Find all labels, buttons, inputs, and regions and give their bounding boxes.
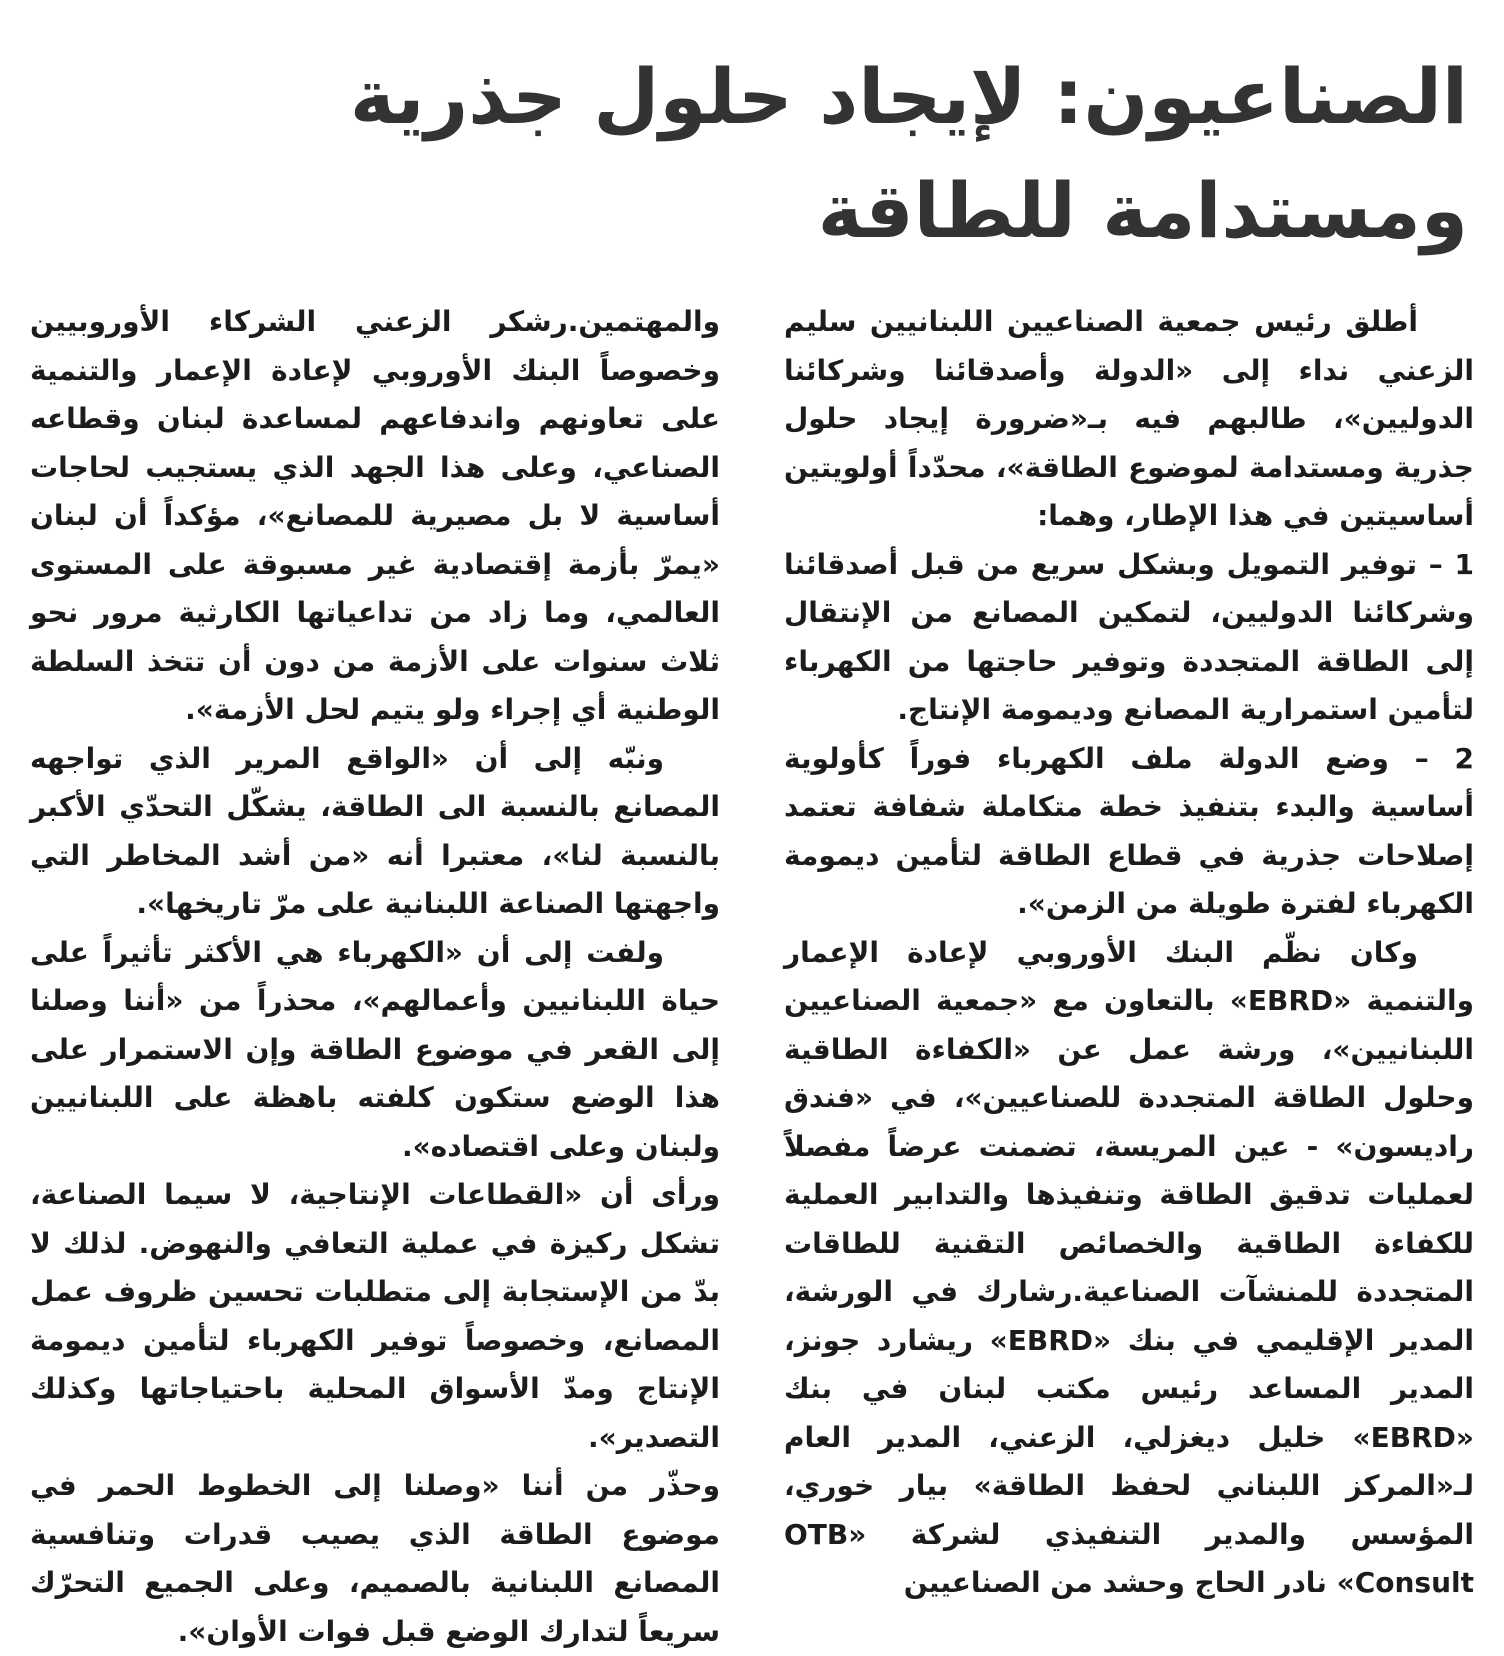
- paragraph: ونبّه إلى أن «الواقع المرير الذي تواجهه المصانع بالنسبة الى الطاقة، يشكّل التحدّي الأكبر بالنسبة لنا»، معتبرا أنه «من أشد المخاطر التي واجهتها الصناعة اللبنانية على مرّ تاريخها».: [30, 741, 720, 920]
- paragraph: والمهتمين.رشكر الزعني الشركاء الأوروبيين وخصوصاً البنك الأوروبي لإعادة الإعمار والتنمية على تعاونهم واندفاعهم لمساعدة لبنان وقطاعه الصناعي، وعلى هذا الجهد الذي يستجيب لحاجات أساسية لا بل مصيرية للمصانع»، مؤكداً أن لبنان «يمرّ بأزمة إقتصادية غير مسبوقة على المستوى العالمي، وما زاد من تداعياتها الكارثية مرور نحو ثلاث سنوات على الأزمة من دون أن تتخذ السلطة الوطنية أي إجراء ولو يتيم لحل الأزمة».: [30, 305, 720, 726]
- paragraph: 1 – توفير التمويل وبشكل سريع من قبل أصدقائنا وشركائنا الدوليين، لتمكين المصانع من الإنتقال إلى الطاقة المتجددة وتوفير حاجتها من الكهرباء لتأمين استمرارية المصانع وديمومة الإنتاج.: [784, 547, 1474, 726]
- right-column: [784, 298, 1474, 1656]
- paragraph: وحذّر من أننا «وصلنا إلى الخطوط الحمر في موضوع الطاقة الذي يصيب قدرات وتنافسية المصانع اللبنانية بالصميم، وعلى الجميع التحرّك سريعاً لتدارك الوضع قبل فوات الأوان».: [30, 1469, 720, 1648]
- headline-line-1: الصناعيون: لإيجاد حلول جذرية: [349, 52, 1468, 141]
- article-body: [30, 298, 1474, 1656]
- headline-line-2: ومستدامة للطاقة: [817, 166, 1468, 255]
- left-column: [30, 298, 720, 1656]
- article-headline: [30, 40, 1474, 268]
- paragraph: أطلق رئيس جمعية الصناعيين اللبنانيين سليم الزعني نداء إلى «الدولة وأصدقائنا وشركائنا الدوليين»، طالبهم فيه بـ«ضرورة إيجاد حلول جذرية ومستدامة لموضوع الطاقة»، محدّداً أولويتين أساسيتين في هذا الإطار، وهما:: [784, 305, 1474, 532]
- paragraph: ولفت إلى أن «الكهرباء هي الأكثر تأثيراً على حياة اللبنانيين وأعمالهم»، محذراً من «أننا وصلنا إلى القعر في موضوع الطاقة وإن الاستمرار على هذا الوضع ستكون كلفته باهظة على اللبنانيين ولبنان وعلى اقتصاده».: [30, 935, 720, 1163]
- paragraph: 2 – وضع الدولة ملف الكهرباء فوراً كأولوية أساسية والبدء بتنفيذ خطة متكاملة شفافة تعتمد إصلاحات جذرية في قطاع الطاقة لتأمين ديمومة الكهرباء لفترة طويلة من الزمن».: [784, 741, 1474, 920]
- paragraph: ورأى أن «القطاعات الإنتاجية، لا سيما الصناعة، تشكل ركيزة في عملية التعافي والنهوض. لذلك لا بدّ من الإستجابة إلى متطلبات تحسين ظروف عمل المصانع، وخصوصاً توفير الكهرباء لتأمين ديمومة الإنتاج ومدّ الأسواق المحلية باحتياجاتها وكذلك التصدير».: [30, 1178, 720, 1454]
- paragraph: وكان نظّم البنك الأوروبي لإعادة الإعمار والتنمية «EBRD» بالتعاون مع «جمعية الصناعيين اللبنانيين»، ورشة عمل عن «الكفاءة الطاقية وحلول الطاقة المتجددة للصناعيين»، في «فندق راديسون» - عين المريسة، تضمنت عرضاً مفصلاً لعمليات تدقيق الطاقة وتنفيذها والتدابير العملية للكفاءة الطاقية والخصائص التقنية للطاقات المتجددة للمنشآت الصناعية.رشارك في الورشة، المدير الإقليمي في بنك «EBRD» ريشارد جونز، المدير المساعد رئيس مكتب لبنان في بنك «EBRD» خليل ديغزلي، الزعني، المدير العام لـ«المركز اللبناني لحفظ الطاقة» بيار خوري، المؤسس والمدير التنفيذي لشركة «OTB Consult» نادر الحاج وحشد من الصناعيين: [784, 935, 1474, 1599]
